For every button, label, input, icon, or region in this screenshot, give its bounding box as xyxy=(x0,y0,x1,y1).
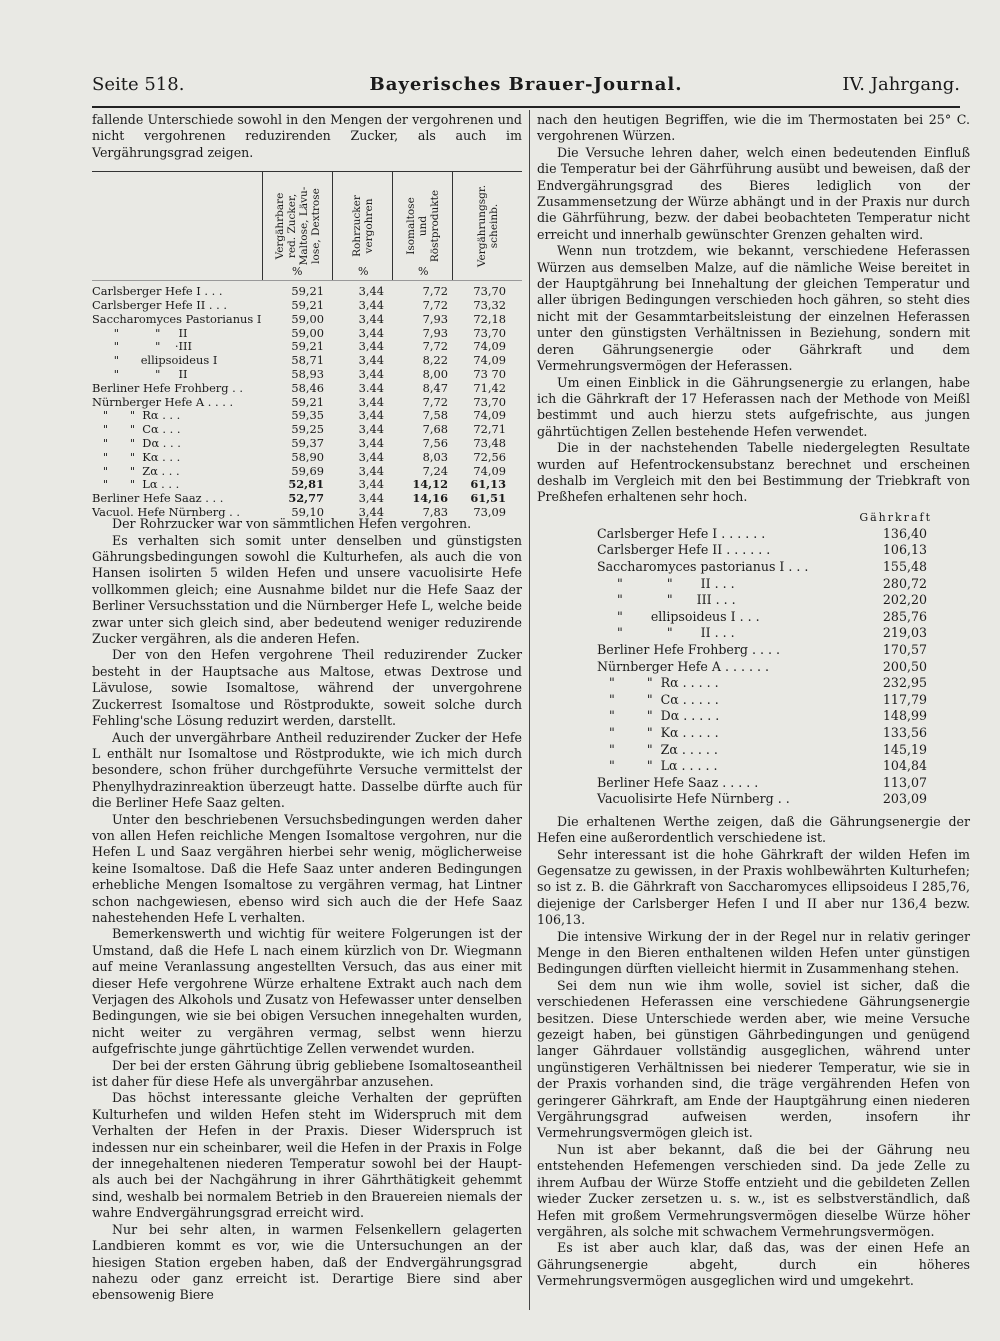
table-row xyxy=(92,284,522,298)
table-cell: 3,44 xyxy=(358,422,384,437)
table-cell: 52,77 xyxy=(288,491,324,506)
column-divider xyxy=(529,110,530,1310)
yeast-name: Nürnberger Hefe A . . . . xyxy=(92,394,234,409)
col-header-isomaltose: Isomaltose und Röstprodukte xyxy=(392,172,453,280)
table-row xyxy=(92,464,522,478)
yeast-name: " " II . . . xyxy=(597,625,735,641)
yeast-name: " " Lα . . . . . xyxy=(597,758,718,774)
table-row xyxy=(92,436,522,450)
table-row xyxy=(537,692,970,708)
table-cell: 14,16 xyxy=(412,491,448,506)
table-cell: 72,56 xyxy=(473,449,506,464)
table-row xyxy=(537,559,970,575)
table-row xyxy=(537,708,970,724)
yeast-name: Carlsberger Hefe I . . . xyxy=(92,284,223,299)
table-row xyxy=(92,367,522,381)
table-cell: 3,44 xyxy=(358,505,384,520)
table-row xyxy=(537,542,970,558)
table-cell: 7,68 xyxy=(422,422,448,437)
table-cell: 59,25 xyxy=(291,422,324,437)
table-cell: 8,00 xyxy=(422,367,448,382)
paragraph: Unter den beschriebenen Versuchsbedingungen werden daher von allen Hefen reichliche Mengen Isomaltose vergohren, nur die Hefen L und Saaz vergähren hierbei sehr wenig, möglicherweise keine Isomaltose. Daß die Hefe Saaz unter anderen Bedingungen erhebliche Mengen Isomaltose zu vergähren vermag, hat Lintner schon nachgewiesen, ebenso wird sich auch die der Hefe Saaz nahestehenden Hefe L verhalten. xyxy=(92,811,522,925)
fermentation-table xyxy=(92,171,522,520)
col-header-sugar: Vergährbare red. Zucker, Maltose, Lävu- lose, Dextrose xyxy=(262,172,333,280)
table-cell: 52,81 xyxy=(288,477,324,492)
table-cell: 7,24 xyxy=(422,463,448,478)
table-cell: 61,51 xyxy=(470,491,506,506)
table-cell: 7,58 xyxy=(422,408,448,423)
paragraph: Nun ist aber bekannt, daß die bei der Gährung neu entstehenden Hefemengen verschieden sind. Da jede Zelle zu ihrem Aufbau der Würze Stoffe entzieht und die gebildeten Zellen wieder Zucker zersetzen u. s. w., ist es selbstverständlich, daß Hefen mit großem Vermehrungsvermögen dieselbe Würze höher vergähren, als solche mit schwachem Vermehrungsvermögen. xyxy=(537,1141,970,1239)
paragraph: Der von den Hefen vergohrene Theil reduzirender Zucker besteht in der Hauptsache aus Maltose, etwas Dextrose und Lävulose, sowie Isomaltose, während der unvergohrene Zuckerrest Isomaltose und Röstprodukte, soweit solche durch Fehling'sche Lösung reduzirt werden, darstellt. xyxy=(92,647,522,729)
table-row xyxy=(537,725,970,741)
table-cell: 59,35 xyxy=(291,408,324,423)
table-row xyxy=(537,642,970,658)
table-cell: 59,21 xyxy=(291,298,324,313)
gaehrkraft-value: 106,13 xyxy=(882,542,927,558)
table-cell: 7,72 xyxy=(422,394,448,409)
table-cell: 3,44 xyxy=(358,367,384,382)
gaehrkraft-header: Gährkraft xyxy=(859,510,932,524)
yeast-name: Saccharomyces Pastorianus I xyxy=(92,311,262,326)
table-row xyxy=(92,422,522,436)
paragraph: Bemerkenswerth und wichtig für weitere Folgerungen ist der Umstand, daß die Hefe L nach einem kürzlich von Dr. Wiegmann auf meine Veranlassung angestellten Versuch, das aus einer mit dieser Hefe vergohrene Würze erhaltene Extrakt auch nach dem Verjagen des Alkohols und Zusatz von Hefewasser unter denselben Bedingungen, wie sie bei obigen Versuchen innegehalten wurden, nicht weiter zu vergähren vermag, selbst wenn hierzu aufgefrischte junge gährtüchtige Zellen verwendet wurden. xyxy=(92,926,522,1057)
yeast-name: " ellipsoideus I . . . xyxy=(597,608,760,624)
yeast-name: Vacuol. Hefe Nürnberg . . xyxy=(92,505,241,520)
table-row xyxy=(537,625,970,641)
yeast-name: " " II xyxy=(92,367,188,382)
table-cell: 73,09 xyxy=(473,505,506,520)
journal-title: Bayerisches Brauer-Journal. xyxy=(369,74,683,95)
paragraph: Die intensive Wirkung der in der Regel nur in relativ geringer Menge in den Bieren enthaltenen wilden Hefen unter günstigen Bedingungen dürften vielleicht hiermit in Zusammenhang stehen. xyxy=(537,928,970,977)
paragraph: Das höchst interessante gleiche Verhalten der geprüften Kulturhefen und wilden Hefen steht im Widerspruch mit dem Verhalten der Hefen in der Praxis. Dieser Widerspruch ist indessen nur ein scheinbarer, weil die Hefen in der Praxis in Folge der innegehaltenen niederen Temperatur sowohl bei der Haupt- als auch bei der Nachgährung in ihrer Gährthätigkeit gehemmt sind, weshalb bei normalem Betrieb in den Brauereien niemals der wahre Endvergährungsgrad erreicht wird. xyxy=(92,1090,522,1221)
table-row xyxy=(537,609,970,625)
table-cell: 59,37 xyxy=(291,436,324,451)
table-row xyxy=(92,312,522,326)
paragraph: Sehr interessant ist die hohe Gährkraft der wilden Hefen im Gegensatze zu gewissen, in der Praxis wohlbewährten Kulturhefen; so ist z. B. die Gährkraft von Saccharomyces ellipsoideus I 285,76, diejenige der Carlsberger Hefen I und II aber nur 136,4 bezw. 106,13. xyxy=(537,846,970,928)
table-row xyxy=(537,576,970,592)
gaehrkraft-value: 280,72 xyxy=(882,575,927,591)
table-cell: 58,90 xyxy=(291,449,324,464)
table-cell: 59,00 xyxy=(291,325,324,340)
table-cell: 8,22 xyxy=(422,353,448,368)
yeast-name: " " Dα . . . . . xyxy=(597,708,720,724)
table-cell: 73,70 xyxy=(473,394,506,409)
table-cell: 3,44 xyxy=(358,491,384,506)
table-cell: 3.44 xyxy=(358,380,384,395)
volume-label: IV. Jahrgang. xyxy=(842,74,960,95)
table-cell: 61,13 xyxy=(470,477,506,492)
col-header-cane-sugar: Rohrzucker vergohren xyxy=(332,172,393,280)
left-column xyxy=(92,112,522,1304)
table-cell: 7,72 xyxy=(422,339,448,354)
gaehrkraft-value: 155,48 xyxy=(882,558,927,574)
table-cell: 3,44 xyxy=(358,353,384,368)
yeast-name: " " II . . . xyxy=(597,575,735,591)
gaehrkraft-value: 104,84 xyxy=(882,758,927,774)
paragraph: Der bei der ersten Gährung übrig gebliebene Isomaltoseantheil ist daher für diese Hefe als unvergährbar anzusehen. xyxy=(92,1057,522,1090)
table-row xyxy=(92,491,522,505)
yeast-name: " " III . . . xyxy=(597,592,736,608)
table-cell: 7,56 xyxy=(422,436,448,451)
table-cell: 7,72 xyxy=(422,298,448,313)
yeast-name: " " II xyxy=(92,325,188,340)
table-cell: 8,47 xyxy=(422,380,448,395)
fermentation-power-table xyxy=(537,510,970,812)
table-cell: 3,44 xyxy=(358,436,384,451)
yeast-name: Saccharomyces pastorianus I . . . xyxy=(597,558,809,574)
gaehrkraft-value: 203,09 xyxy=(882,791,927,807)
table-cell: 59,00 xyxy=(291,311,324,326)
table-row xyxy=(92,395,522,409)
gaehrkraft-value: 200,50 xyxy=(882,658,927,674)
gaehrkraft-value: 145,19 xyxy=(882,741,927,757)
yeast-name: " " Kα . . . . . xyxy=(597,724,719,740)
gaehrkraft-value: 285,76 xyxy=(882,608,927,624)
table-cell: 3,44 xyxy=(358,284,384,299)
col-header-attenuation: Vergährungsgr. scheinb. xyxy=(452,172,523,280)
unit-label: % xyxy=(358,265,369,279)
table-cell: 74,09 xyxy=(473,463,506,478)
table-row xyxy=(92,381,522,395)
gaehrkraft-value: 136,40 xyxy=(882,525,927,541)
table-cell: 8,03 xyxy=(422,449,448,464)
table-cell: 73,32 xyxy=(473,298,506,313)
table-cell: 3,44 xyxy=(358,449,384,464)
table-row xyxy=(92,298,522,312)
yeast-name: " " Zα . . . . . xyxy=(597,741,718,757)
yeast-name: Carlsberger Hefe II . . . xyxy=(92,298,227,313)
table-cell: 7,93 xyxy=(422,311,448,326)
yeast-name: " " Rα . . . . . xyxy=(597,675,719,691)
table-cell: 71,42 xyxy=(473,380,506,395)
intro-paragraph: fallende Unterschiede sowohl in den Mengen der vergohrenen und nicht vergohrenen reduzirenden Zucker, als auch im Vergährungsgrad zeigen. xyxy=(92,112,522,160)
table-cell: 14,12 xyxy=(412,477,448,492)
table-cell: 72,18 xyxy=(473,311,506,326)
gaehrkraft-value: 170,57 xyxy=(882,641,927,657)
yeast-name: " " Cα . . . . . xyxy=(597,691,719,707)
paragraph: Wenn nun trotzdem, wie bekannt, verschiedene Heferassen Würzen aus demselben Malze, auf die nämliche Weise bereitet in der Hauptgährung bei Innehaltung der gleichen Temperatur und aller übrigen Bedingungen verschieden hoch gähren, so steht dies nicht mit der Gesammtarbeitsleistung der einzelnen Heferassen unter den günstigsten Verhältnissen in Beziehung, sondern mit deren Gährungsenergie oder Gährkraft und dem Vermehrungsvermögen der Heferassen. xyxy=(537,243,970,374)
paragraph: Die erhaltenen Werthe zeigen, daß die Gährungsenergie der Hefen eine außerordentlich verschiedene ist. xyxy=(537,813,970,846)
yeast-name: " " ·III xyxy=(92,339,193,354)
table-cell: 73,70 xyxy=(473,284,506,299)
yeast-name: Berliner Hefe Frohberg . . . . xyxy=(597,641,780,657)
table-cell: 3,44 xyxy=(358,298,384,313)
table-row xyxy=(92,450,522,464)
table-row xyxy=(92,408,522,422)
table-cell: 3,44 xyxy=(358,477,384,492)
gaehrkraft-value: 219,03 xyxy=(882,625,927,641)
table-cell: 73,48 xyxy=(473,436,506,451)
table-row xyxy=(537,758,970,774)
paragraph: Nur bei sehr alten, in warmen Felsenkellern gelagerten Landbieren kommt es vor, wie die Untersuchungen an der hiesigen Station ergeben haben, daß der Endvergährungsgrad nahezu oder ganz erreicht ist. Derartige Biere sind aber ebensowenig Biere xyxy=(92,1221,522,1303)
gaehrkraft-value: 148,99 xyxy=(882,708,927,724)
gaehrkraft-value: 202,20 xyxy=(882,592,927,608)
table-cell: 59,69 xyxy=(291,463,324,478)
yeast-name: " " Kα . . . xyxy=(92,449,181,464)
table-cell: 72,71 xyxy=(473,422,506,437)
yeast-name: Berliner Hefe Frohberg . . xyxy=(92,380,244,395)
yeast-name: " " Lα . . . xyxy=(92,477,180,492)
yeast-name: Berliner Hefe Saaz . . . xyxy=(92,491,224,506)
table-cell: 59,21 xyxy=(291,339,324,354)
right-column xyxy=(537,112,970,1290)
table-row xyxy=(92,477,522,491)
paragraph: Die Versuche lehren daher, welch einen bedeutenden Einfluß die Temperatur bei der Gährführung ausübt und beweisen, daß der Endvergährungsgrad des Bieres lediglich von der Zusammensetzung der Würze abhängt und in der Praxis nur durch die Gährführung, bezw. der dabei beobachteten Temperatur nicht erreicht und innerhalb gewünschter Grenzen gehalten wird. xyxy=(537,144,970,242)
table-cell: 58,46 xyxy=(291,380,324,395)
unit-label: % xyxy=(418,265,429,279)
table-cell: 59,10 xyxy=(291,505,324,520)
paragraph: Um einen Einblick in die Gährungsenergie zu erlangen, habe ich die Gährkraft der 17 Heferassen nach der Methode von Meißl bestimmt und auch hierzu stets aufgefrischte, aus jungen gährtüchtigen Zellen bestehende Hefen verwendet. xyxy=(537,374,970,439)
gaehrkraft-value: 232,95 xyxy=(882,675,927,691)
unit-label: % xyxy=(292,265,303,279)
yeast-name: Carlsberger Hefe I . . . . . . xyxy=(597,525,766,541)
yeast-name: " " Rα . . . xyxy=(92,408,181,423)
gaehrkraft-value: 117,79 xyxy=(882,691,927,707)
table-cell: 7,72 xyxy=(422,284,448,299)
table-cell: 3,44 xyxy=(358,325,384,340)
yeast-name: Vacuolisirte Hefe Nürnberg . . xyxy=(597,791,790,807)
table-row xyxy=(92,505,522,519)
yeast-name: Nürnberger Hefe A . . . . . . xyxy=(597,658,770,674)
table-cell: 74,09 xyxy=(473,353,506,368)
paragraph: Es verhalten sich somit unter denselben und günstigsten Gährungsbedingungen sowohl die Kulturhefen, als auch die von Hansen isolirten 5 wilden Hefen und unsere vacuolisirte Hefe vollkommen gleich; eine Ausnahme bildet nur die Hefe Saaz der Berliner Versuchsstation und die Nürnberger Hefe L, welche beide zwar unter sich gleich sind, aber bedeutend weniger reduzirende Zucker vergähren, als die anderen Hefen. xyxy=(92,532,522,647)
table-row xyxy=(537,526,970,542)
table-cell: 74,09 xyxy=(473,339,506,354)
table-cell: 3,44 xyxy=(358,394,384,409)
table-cell: 59,21 xyxy=(291,284,324,299)
yeast-name: " ellipsoideus I xyxy=(92,353,218,368)
table-cell: 3,44 xyxy=(358,463,384,478)
page-header xyxy=(92,72,960,108)
table-cell: 3,44 xyxy=(358,408,384,423)
table-cell: 7,93 xyxy=(422,325,448,340)
table-row xyxy=(537,675,970,691)
gaehrkraft-value: 133,56 xyxy=(882,724,927,740)
table-row xyxy=(537,592,970,608)
yeast-name: " " Zα . . . xyxy=(92,463,180,478)
table-cell: 74,09 xyxy=(473,408,506,423)
paragraph: Der Rohrzucker war von sämmtlichen Hefen vergohren. xyxy=(112,516,472,532)
yeast-name: " " Cα . . . xyxy=(92,422,181,437)
table-cell: 58,71 xyxy=(291,353,324,368)
table-cell: 3,44 xyxy=(358,311,384,326)
table-cell: 59,21 xyxy=(291,394,324,409)
yeast-name: Carlsberger Hefe II . . . . . . xyxy=(597,542,771,558)
table-row xyxy=(92,326,522,340)
paragraph: Es ist aber auch klar, daß das, was der einen Hefe an Gährungsenergie abgeht, durch ein höheres Vermehrungsvermögen ausgeglichen wird und umgekehrt. xyxy=(537,1240,970,1289)
yeast-name: Berliner Hefe Saaz . . . . . xyxy=(597,774,759,790)
paragraph: Sei dem nun wie ihm wolle, soviel ist sicher, daß die verschiedenen Heferassen eine verschiedene Gährungsenergie besitzen. Diese Unterschiede werden aber, wie meine Versuche gezeigt haben, bei günstigen Gährbedingungen und genügend langer Gährdauer vollständig ausgeglichen, während unter ungünstigeren Verhältnissen bei niederer Temperatur, wie sie in der Praxis vorhanden sind, die träge vergährenden Hefen von geringerer Gährkraft, am Ende der Hauptgährung einen niederen Vergährungsgrad aufweisen werden, insofern ihr Vermehrungsvermögen gleich ist. xyxy=(537,977,970,1141)
paragraph: nach den heutigen Begriffen, wie die im Thermostaten bei 25° C. vergohrenen Würzen. xyxy=(537,112,970,144)
table-cell: 58,93 xyxy=(291,367,324,382)
table-row xyxy=(537,775,970,791)
table-cell: 3,44 xyxy=(358,339,384,354)
table-cell: 73,70 xyxy=(473,325,506,340)
yeast-name: " " Dα . . . xyxy=(92,436,181,451)
table-row xyxy=(537,742,970,758)
paragraph: Die in der nachstehenden Tabelle niedergelegten Resultate wurden auf Hefentrockensubstanz berechnet und erscheinen deshalb im Vergleich mit den bei Bestimmung der Triebkraft von Preßhefen erhaltenen sehr hoch. xyxy=(537,440,970,505)
table-row xyxy=(92,339,522,353)
gaehrkraft-value: 113,07 xyxy=(882,774,927,790)
table-row xyxy=(537,791,970,807)
page-number: Seite 518. xyxy=(92,74,185,95)
table-cell: 73 70 xyxy=(473,367,506,382)
paragraph: Auch der unvergährbare Antheil reduzirender Zucker der Hefe L enthält nur Isomaltose und Röstprodukte, wie ich mich durch besondere, schon früher durchgeführte Versuche vermittelst der Phenylhydrazinreaktion überzeugt hatte. Dasselbe dürfte auch für die Berliner Hefe Saaz gelten. xyxy=(92,729,522,811)
table-cell: 7,83 xyxy=(422,505,448,520)
table-row xyxy=(92,353,522,367)
table-row xyxy=(537,659,970,675)
